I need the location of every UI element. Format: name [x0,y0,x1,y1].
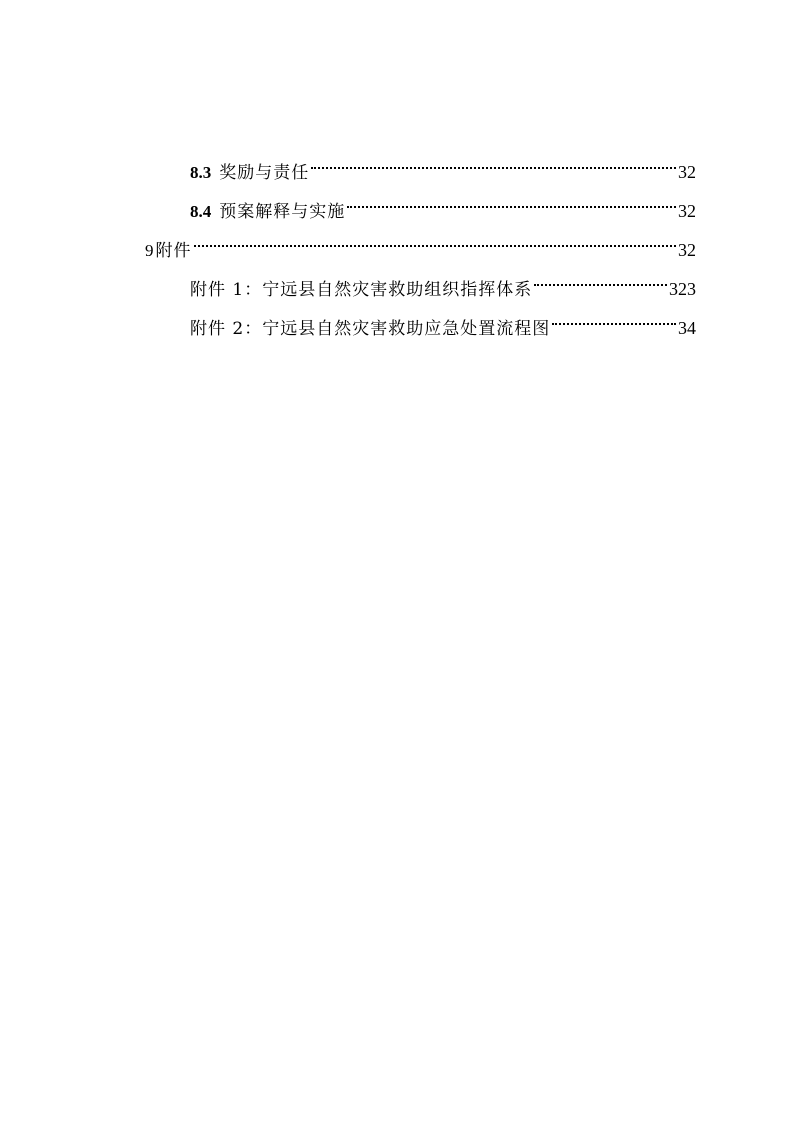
dot-leader [194,226,677,256]
toc-entry-title: 附件 2：宁远县自然灾害救助应急处置流程图 [190,319,551,339]
toc-entry-title: 附件 1：宁远县自然灾害救助组织指挥体系 [190,280,533,300]
toc-entry-title: 预案解释与实施 [219,202,346,222]
toc-entry-page: 32 [678,240,696,260]
toc-entry-attachment-1[interactable] [190,265,696,300]
toc-entry-attachment-2[interactable] [190,304,696,339]
toc-entry-title: 附件 [155,241,192,261]
toc-entry-8-3[interactable] [190,148,696,183]
toc-entry-page: 34 [678,318,696,338]
toc-entry-title: 奖励与责任 [219,163,310,183]
toc-entry-8-4[interactable] [190,187,696,222]
dot-leader [552,304,676,334]
dot-leader [534,265,667,295]
toc-entry-page: 323 [669,279,696,299]
toc-entry-number: 8.4 [190,202,212,221]
toc-entry-number: 8.3 [190,163,212,182]
dot-leader [311,148,676,178]
toc-entry-9[interactable] [145,226,696,261]
toc-entry-number: 9 [145,241,154,260]
dot-leader [347,187,676,217]
toc-entry-page: 32 [678,201,696,221]
toc-entry-page: 32 [678,162,696,182]
